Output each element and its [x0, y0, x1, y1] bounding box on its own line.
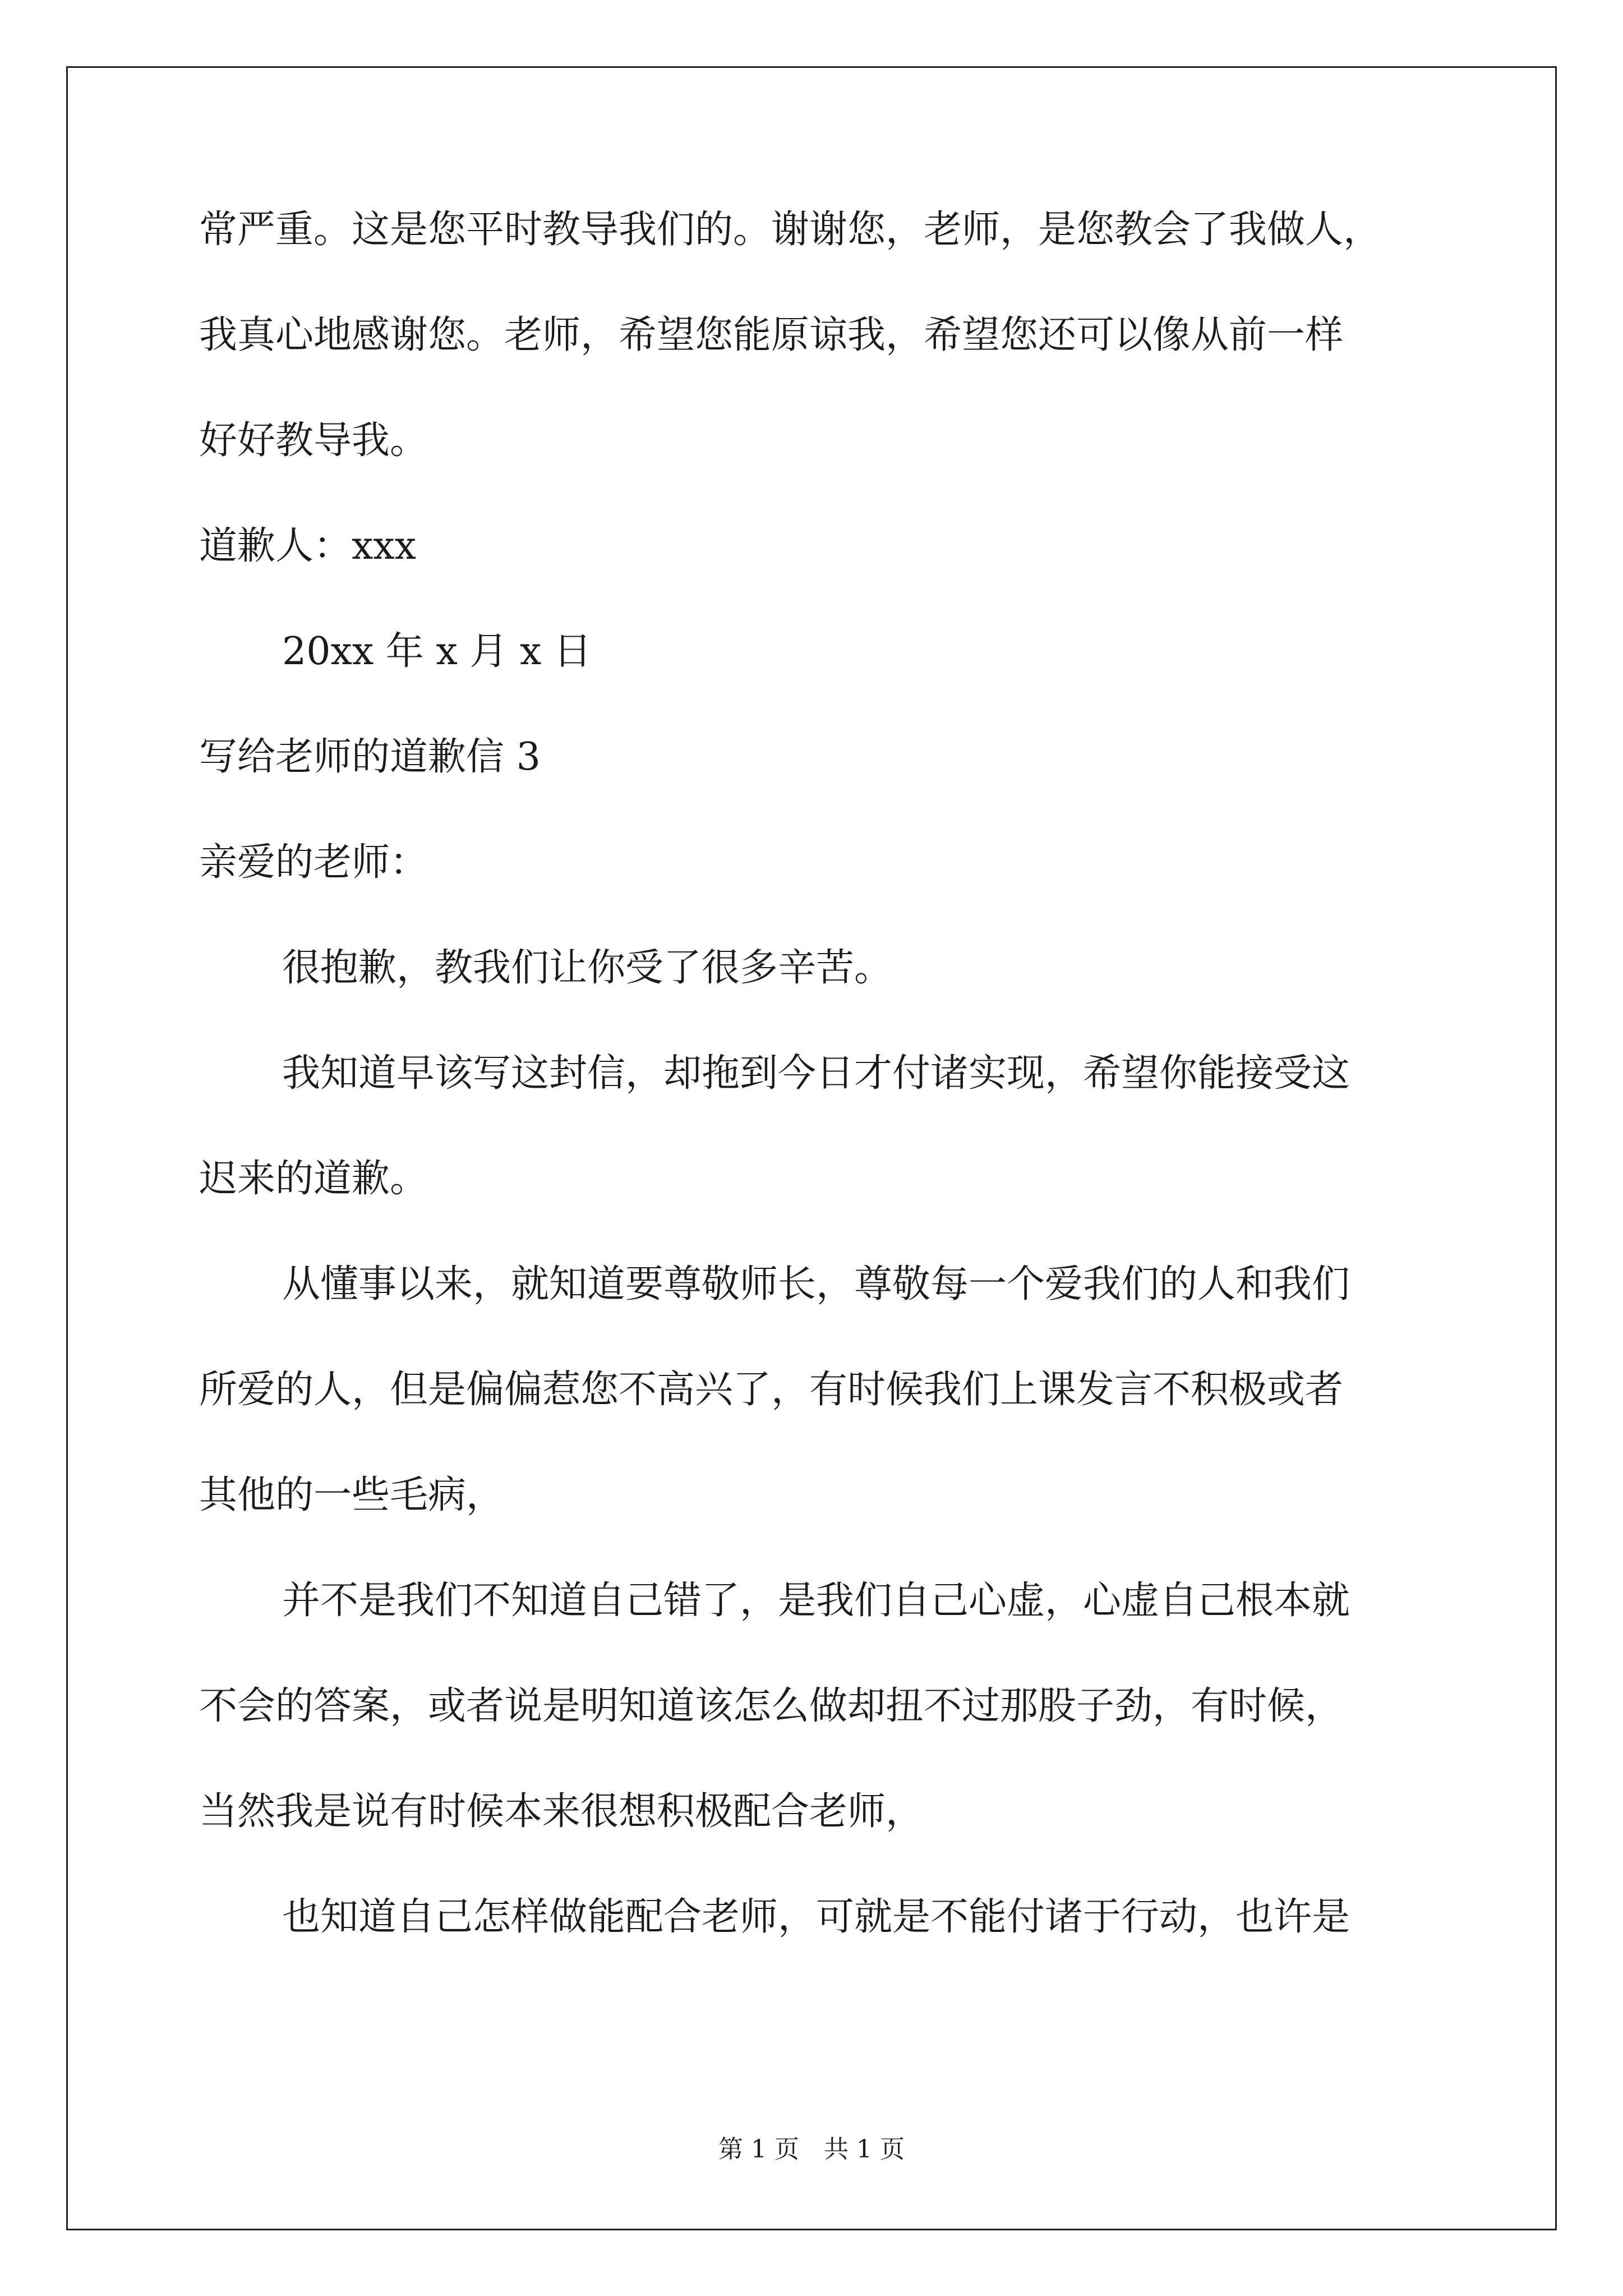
text-line: 其他的一些毛病，: [199, 1473, 505, 1517]
text-line: 我真心地感谢您。老师，希望您能原谅我，希望您还可以像从前一样: [199, 313, 1344, 357]
text-line: 好好教导我。: [199, 418, 428, 463]
text-line: 常严重。这是您平时教导我们的。谢谢您，老师，是您教会了我做人，: [199, 208, 1382, 252]
text-line: 并不是我们不知道自己错了，是我们自己心虚，心虚自己根本就: [282, 1579, 1350, 1623]
text-line: 我知道早该写这封信，却拖到今日才付诸实现，希望你能接受这: [282, 1051, 1350, 1096]
text-line: 当然我是说有时候本来很想积极配合老师，: [199, 1789, 924, 1834]
text-line: 很抱歉，教我们让你受了很多辛苦。: [282, 946, 893, 990]
text-line: 也知道自己怎样做能配合老师，可就是不能付诸于行动，也许是: [282, 1895, 1350, 1939]
page-total: 共 1 页: [824, 2135, 905, 2164]
date-line: 20xx 年 x 月 x 日: [282, 629, 592, 674]
salutation: 亲爱的老师：: [199, 840, 428, 885]
text-line: 所爱的人，但是偏偏惹您不高兴了，有时候我们上课发言不积极或者: [199, 1368, 1344, 1412]
document-body: [199, 208, 1444, 2000]
page-number: 第 1 页: [718, 2135, 799, 2164]
section-title: 写给老师的道歉信 3: [199, 735, 541, 779]
text-line: 从懂事以来，就知道要尊敬师长，尊敬每一个爱我们的人和我们: [282, 1262, 1350, 1306]
page-footer: [0, 2129, 1623, 2165]
signature-line: 道歉人：xxx: [199, 524, 417, 568]
text-line: 不会的答案，或者说是明知道该怎么做却扭不过那股子劲，有时候，: [199, 1684, 1344, 1728]
text-line: 迟来的道歉。: [199, 1157, 428, 1201]
